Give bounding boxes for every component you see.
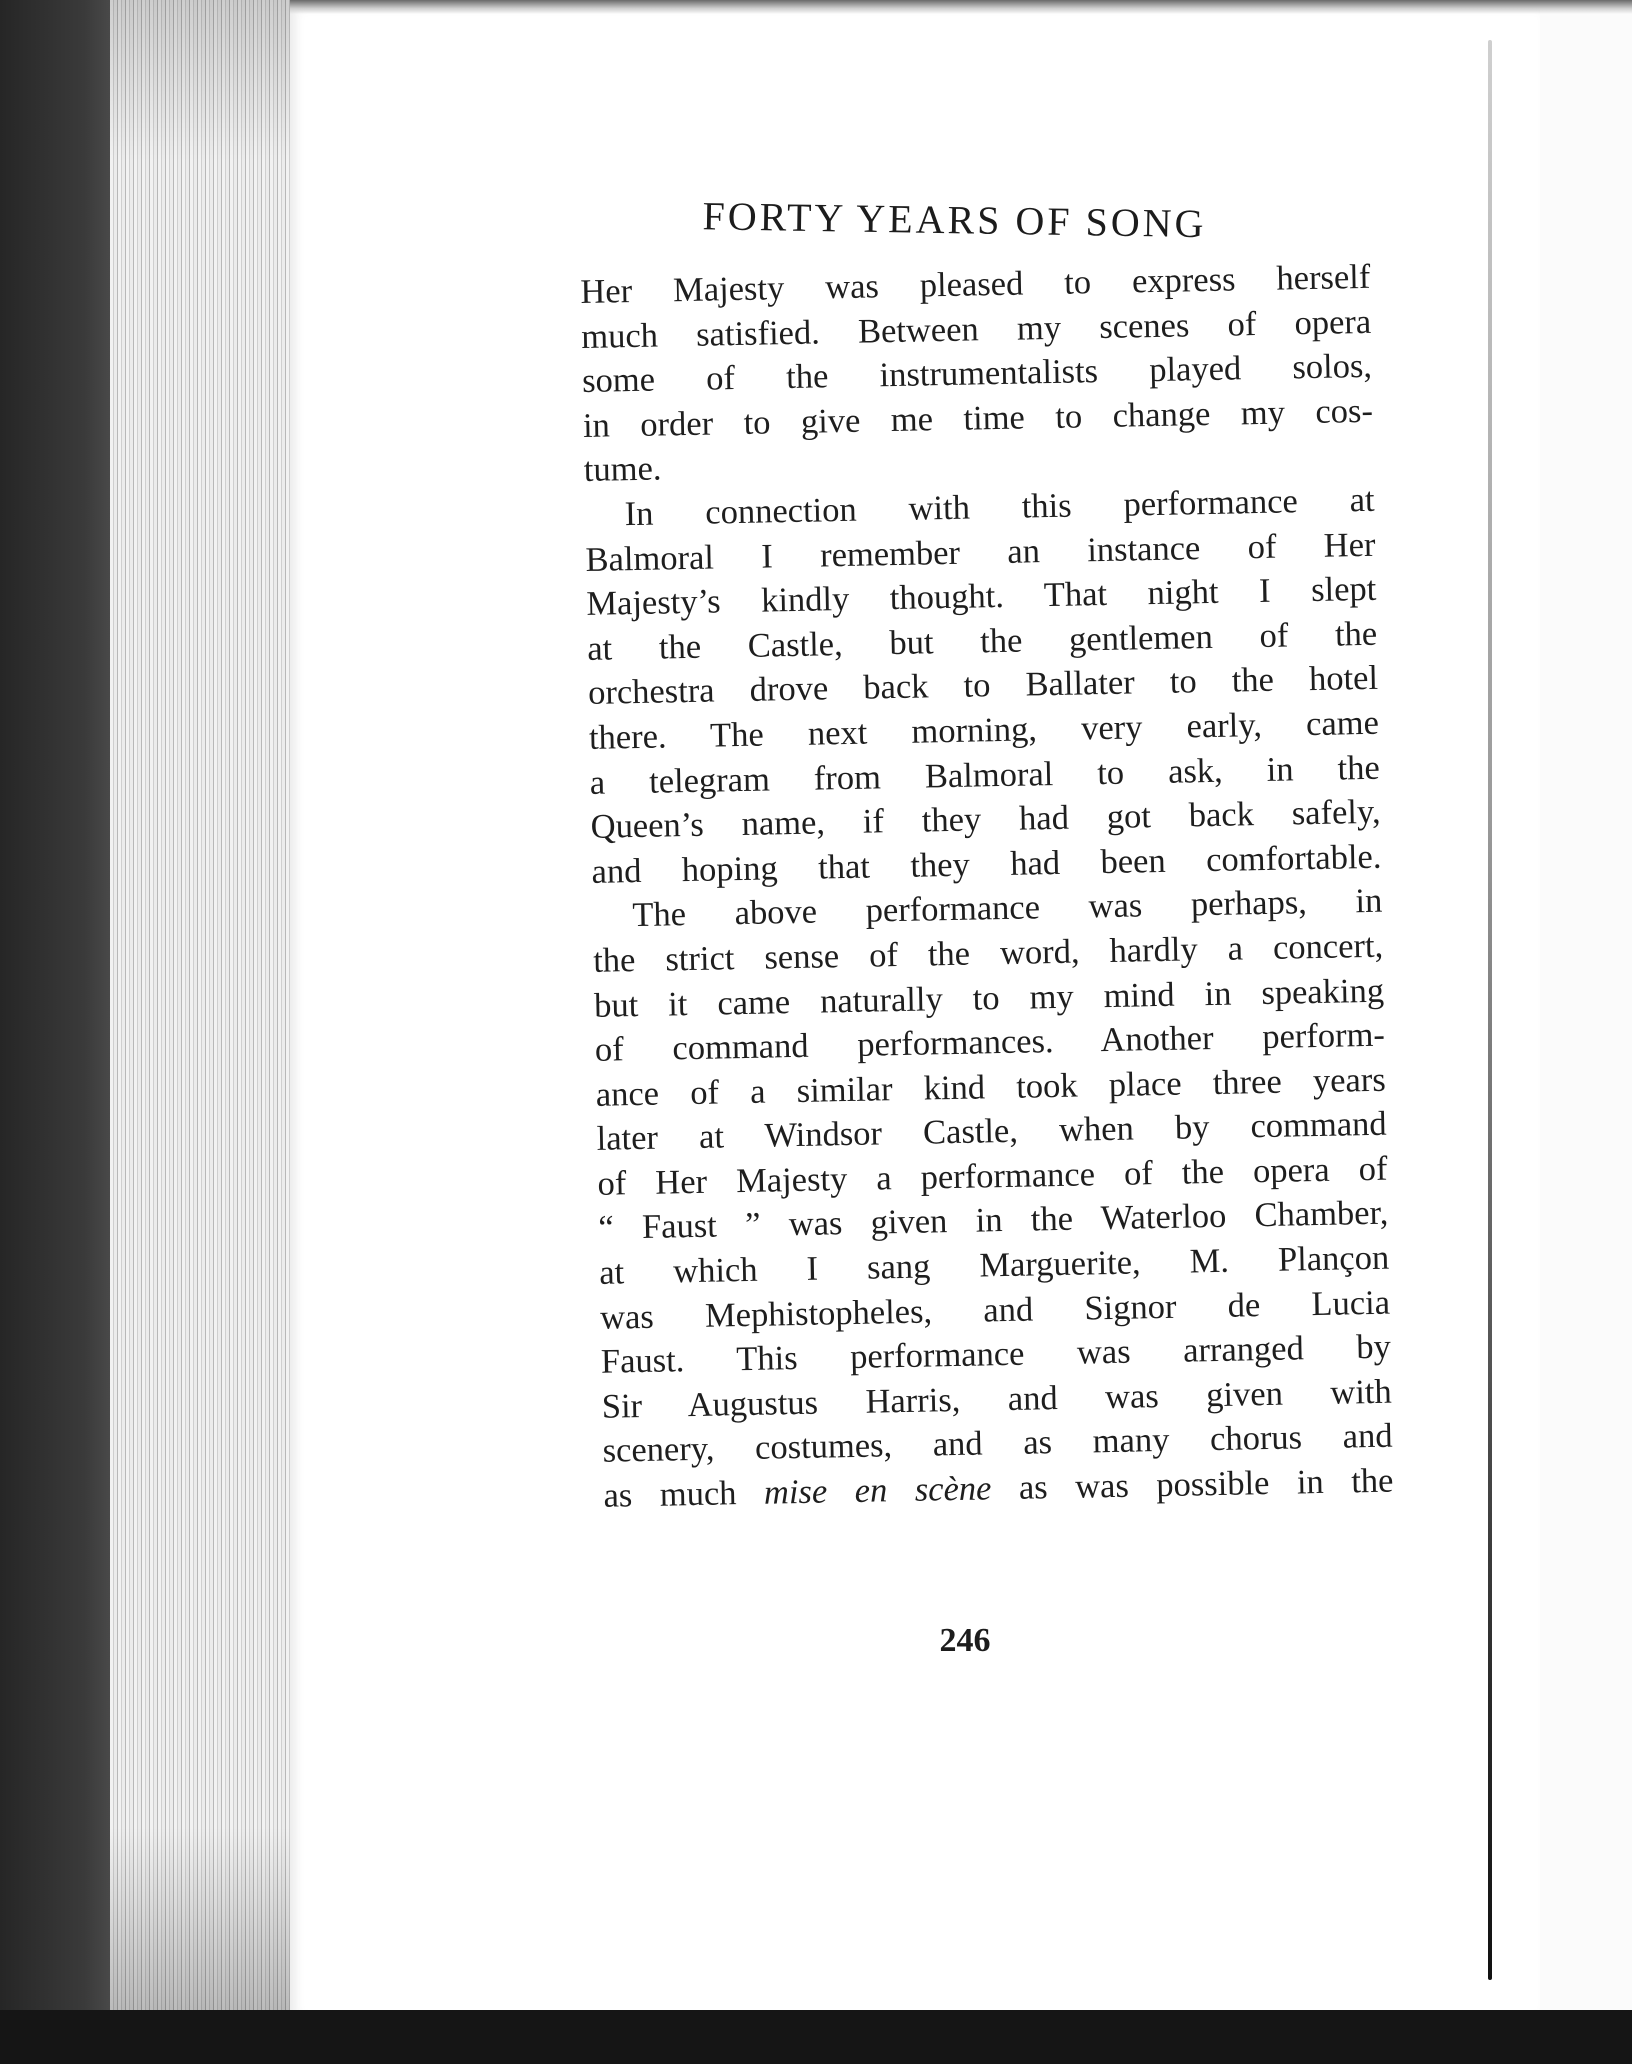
- scanner-bed-bottom: [0, 2010, 1632, 2064]
- running-head: FORTY YEARS OF SONG: [702, 193, 1207, 247]
- paragraph-start-line: The above performance was perhaps, in: [632, 882, 1383, 935]
- text-line: orchestra drove back to Ballater to the hotel: [587, 659, 1379, 713]
- body-text: [580, 255, 1394, 1519]
- last-line-after: as was possible in the: [991, 1461, 1394, 1508]
- text-line: some of the instrumentalists played solos,: [581, 347, 1373, 401]
- text-line: a telegram from Balmoral to ask, in the: [589, 748, 1381, 802]
- text-line: the strict sense of the word, hardly a concert,: [592, 926, 1384, 980]
- page-top-shadow: [290, 0, 1632, 14]
- text-line: much satisfied. Between my scenes of opera: [580, 302, 1372, 356]
- paragraph-start-line: In connection with this performance at: [624, 480, 1375, 534]
- text-line: “ Faust ” was given in the Waterloo Chamber,: [598, 1194, 1389, 1248]
- text-line: at which I sang Marguerite, M. Plançon: [598, 1238, 1390, 1292]
- text-line: Balmoral I remember an instance of Her: [585, 525, 1376, 579]
- text-line: but it came naturally to my mind in speaking: [593, 971, 1385, 1025]
- text-line: Majesty’s kindly thought. That night I slept: [586, 569, 1377, 624]
- text-line: in order to give me time to change my cos-: [582, 391, 1374, 445]
- text-line: at the Castle, but the gentlemen of the: [586, 614, 1378, 668]
- text-line: ance of a similar kind took place three years: [595, 1060, 1387, 1114]
- last-line-italic: mise en scène: [763, 1469, 992, 1512]
- text-line: Her Majesty was pleased to express herself: [580, 257, 1371, 311]
- page-number: 246: [939, 1622, 991, 1659]
- text-line: of Her Majesty a performance of the opera of: [597, 1149, 1388, 1203]
- page-edge-stack: [110, 0, 302, 2030]
- text-line: Sir Augustus Harris, and was given with: [601, 1372, 1393, 1426]
- text-line: there. The next morning, very early, came: [588, 703, 1380, 757]
- text-line: Queen’s name, if they had got back safely,: [590, 792, 1381, 847]
- text-line: Faust. This performance was arranged by: [600, 1327, 1392, 1382]
- gutter-shadow: [1488, 40, 1492, 1980]
- text-line: was Mephistopheles, and Signor de Lucia: [599, 1283, 1391, 1337]
- text-line: later at Windsor Castle, when by command: [596, 1104, 1387, 1159]
- text-line: of command performances. Another perform-: [594, 1015, 1386, 1069]
- text-line: scenery, costumes, and as many chorus and: [602, 1417, 1393, 1471]
- text-line: tume.: [583, 449, 662, 490]
- last-line-before: as much: [603, 1473, 765, 1515]
- text-line: and hoping that they had been comfortable.: [591, 837, 1382, 891]
